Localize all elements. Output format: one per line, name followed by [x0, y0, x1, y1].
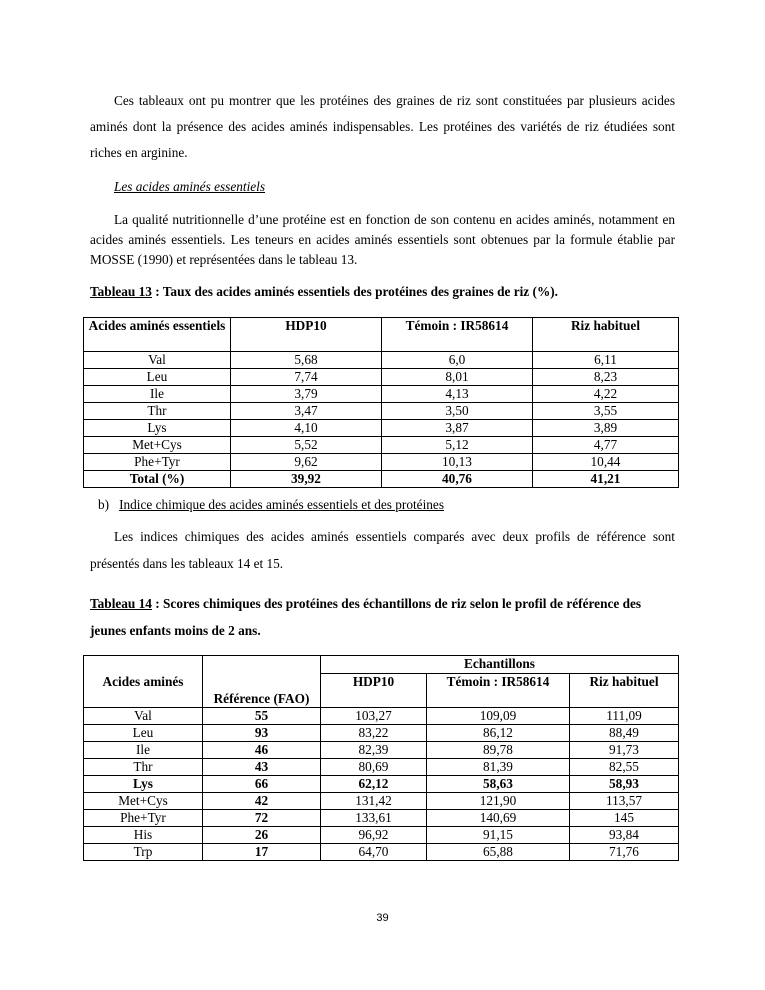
table14-reference-cell: 93	[203, 725, 321, 742]
table13-cell: 10,13	[382, 454, 533, 471]
table14-caption-text: : Scores chimiques des protéines des échantillons de riz selon le profil de référence des jeunes enfants moins de 2 ans.	[90, 596, 642, 638]
table13-cell: 5,12	[382, 437, 533, 454]
table14-cell: Val	[84, 708, 203, 725]
table14-cell: 64,70	[321, 844, 427, 861]
table13-cell: Phe+Tyr	[84, 454, 231, 471]
table13-cell: 41,21	[533, 471, 679, 488]
table-row	[84, 844, 679, 861]
table13-header-cell: HDP10	[231, 318, 382, 352]
table13-cell: 3,55	[533, 403, 679, 420]
table14-cell: 82,55	[570, 759, 679, 776]
table13-cell: Total (%)	[84, 471, 231, 488]
table-row	[84, 420, 679, 437]
table13-cell: 3,50	[382, 403, 533, 420]
table-row	[84, 369, 679, 386]
table13-cell: 9,62	[231, 454, 382, 471]
table13-cell: Met+Cys	[84, 437, 231, 454]
table14-reference-cell: 66	[203, 776, 321, 793]
table14-cell: 91,15	[427, 827, 570, 844]
table14-cell: 91,73	[570, 742, 679, 759]
table14-cell: Phe+Tyr	[84, 810, 203, 827]
table13-total-row	[84, 471, 679, 488]
table14-cell: 96,92	[321, 827, 427, 844]
table13-cell: 4,77	[533, 437, 679, 454]
table-row	[84, 403, 679, 420]
table-row	[84, 759, 679, 776]
table13-cell: 6,11	[533, 352, 679, 369]
table14-reference-cell: 26	[203, 827, 321, 844]
table-row	[84, 793, 679, 810]
intro-paragraph: Ces tableaux ont pu montrer que les protéines des graines de riz sont constituées par plusieurs acides aminés dont la présence des acides aminés indispensables. Les protéines des variétés de riz étudiées sont riches en arginine.	[90, 93, 675, 160]
indices-paragraph: Les indices chimiques des acides aminés essentiels comparés avec deux profils de référence sont présentés dans les tableaux 14 et 15.	[90, 529, 675, 571]
table14-cell: 109,09	[427, 708, 570, 725]
table14-cell: 121,90	[427, 793, 570, 810]
table13-cell: 10,44	[533, 454, 679, 471]
table13-cell: 8,23	[533, 369, 679, 386]
table-row	[84, 776, 679, 793]
table-row	[84, 454, 679, 471]
subsection-label: b)	[98, 497, 110, 512]
table14-cell: Trp	[84, 844, 203, 861]
table14-sample-header: Témoin : IR58614	[427, 674, 570, 708]
table14-cell: 62,12	[321, 776, 427, 793]
table14-cell: 58,93	[570, 776, 679, 793]
table13-cell: Lys	[84, 420, 231, 437]
table13-cell: 3,87	[382, 420, 533, 437]
table13-header-cell: Riz habituel	[533, 318, 679, 352]
table14-cell: 88,49	[570, 725, 679, 742]
table14-reference-cell: 43	[203, 759, 321, 776]
table-row	[84, 352, 679, 369]
table14-cell: 131,42	[321, 793, 427, 810]
table13-header-cell: Témoin : IR58614	[382, 318, 533, 352]
section-heading: Les acides aminés essentiels	[114, 179, 266, 194]
table13-cell: 4,22	[533, 386, 679, 403]
subsection-title: Indice chimique des acides aminés essentiels et des protéines	[119, 497, 445, 512]
table13-cell: 8,01	[382, 369, 533, 386]
page-number: 39	[376, 912, 389, 924]
table14-reference-cell: 42	[203, 793, 321, 810]
table-row	[84, 725, 679, 742]
table13-cell: Leu	[84, 369, 231, 386]
table13-cell: 3,89	[533, 420, 679, 437]
table13-cell: 40,76	[382, 471, 533, 488]
table14-cell: 58,63	[427, 776, 570, 793]
table14-sample-header: Riz habituel	[570, 674, 679, 708]
table14-cell: 89,78	[427, 742, 570, 759]
table14-cell: Leu	[84, 725, 203, 742]
table14-caption	[90, 590, 680, 644]
table14-reference-cell: 46	[203, 742, 321, 759]
table-row	[84, 708, 679, 725]
table-row	[84, 386, 679, 403]
table13-cell: 4,10	[231, 420, 382, 437]
table13-cell: Ile	[84, 386, 231, 403]
table14-header-amino: Acides aminés	[84, 656, 203, 708]
table-row	[84, 437, 679, 454]
table13-cell: 4,13	[382, 386, 533, 403]
table13-cell: Thr	[84, 403, 231, 420]
table14-cell: 82,39	[321, 742, 427, 759]
table13-caption	[90, 284, 680, 300]
table14-cell: 86,12	[427, 725, 570, 742]
table14-cell: 113,57	[570, 793, 679, 810]
table14-cell: 81,39	[427, 759, 570, 776]
table13-cell: 5,68	[231, 352, 382, 369]
table13-cell: 6,0	[382, 352, 533, 369]
table14-cell: 140,69	[427, 810, 570, 827]
table14-reference-cell: 55	[203, 708, 321, 725]
table14-cell: 65,88	[427, 844, 570, 861]
table14-cell: His	[84, 827, 203, 844]
table13-cell: 3,47	[231, 403, 382, 420]
table13-cell: Val	[84, 352, 231, 369]
table-row	[84, 742, 679, 759]
table13-caption-label: Tableau 13	[90, 284, 152, 299]
table14-cell: Lys	[84, 776, 203, 793]
table14-header-reference: Référence (FAO)	[203, 656, 321, 708]
table14	[83, 655, 679, 861]
table-row	[84, 810, 679, 827]
table13-cell: 39,92	[231, 471, 382, 488]
table14-cell: 103,27	[321, 708, 427, 725]
table13	[83, 317, 679, 488]
table14-sample-header: HDP10	[321, 674, 427, 708]
table13-cell: 5,52	[231, 437, 382, 454]
table14-cell: Thr	[84, 759, 203, 776]
essential-paragraph: La qualité nutritionnelle d’une protéine est en fonction de son contenu en acides aminés, notamment en acides aminés essentiels. Les teneurs en acides aminés essentiels sont obtenues par la formule établie par MOSSE (1990) et représentées dans le tableau 13.	[90, 212, 675, 267]
table14-caption-label: Tableau 14	[90, 596, 152, 611]
table14-reference-cell: 72	[203, 810, 321, 827]
table13-caption-text: : Taux des acides aminés essentiels des protéines des graines de riz (%).	[151, 284, 558, 299]
table14-cell: 111,09	[570, 708, 679, 725]
table14-cell: 80,69	[321, 759, 427, 776]
table13-cell: 3,79	[231, 386, 382, 403]
table14-header-group: Echantillons	[321, 656, 679, 674]
table14-cell: Met+Cys	[84, 793, 203, 810]
table14-cell: Ile	[84, 742, 203, 759]
table14-cell: 83,22	[321, 725, 427, 742]
table-row	[84, 827, 679, 844]
table13-cell: 7,74	[231, 369, 382, 386]
table14-reference-cell: 17	[203, 844, 321, 861]
subsection-heading	[98, 497, 444, 513]
table14-cell: 71,76	[570, 844, 679, 861]
table14-cell: 145	[570, 810, 679, 827]
table14-cell: 93,84	[570, 827, 679, 844]
table14-cell: 133,61	[321, 810, 427, 827]
table13-header-cell: Acides aminés essentiels	[84, 318, 231, 352]
